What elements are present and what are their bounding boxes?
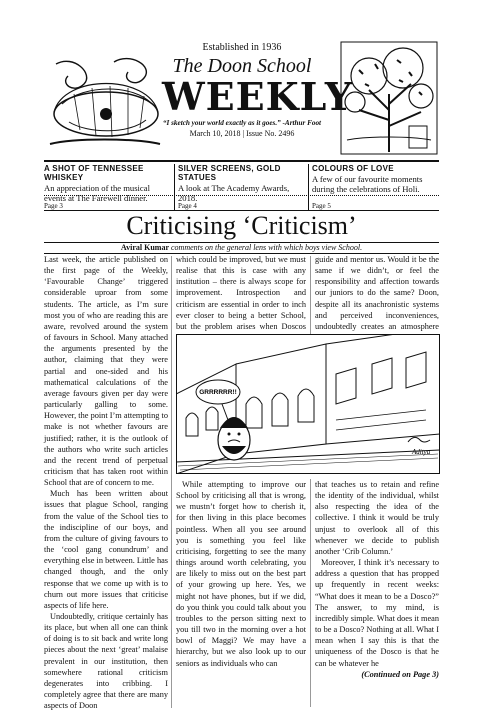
article-column-2 — [176, 254, 306, 334]
byline-text: comments on the general lens with which boys view School. — [169, 243, 363, 252]
article-column-1 — [44, 254, 168, 712]
teaser-page: Page 5 — [312, 202, 331, 210]
motto: “I sketch your world exactly as it goes.” -Arthur Foot — [162, 119, 322, 127]
whiskey-barrel-illustration — [44, 44, 166, 156]
teaser-title: COLOURS OF LOVE — [312, 164, 394, 173]
article-headline: Criticising ‘Criticism’ — [44, 210, 439, 241]
paragraph: Last week, the article published on the first page of the Weekly, ‘Favourable Change’ triggered considerable uproar from some students. The article, as I’m sure most you of who are reading this are aware, revolved around the system of favours in School. Many attached the arguments presented by the author, claiming that they were partial and one-sided and his mathematical calculations of the average favours given per day were particularly galling to some. However, the point I’m attempting to make is not whether favours are justified; rather, it is the outlook of the authors who write such articles and the recent trend of perpetual criticism that has taken root within School that are of concern to me. — [44, 255, 168, 488]
article-column-3-lower — [315, 479, 439, 707]
teaser-title: SILVER SCREENS, GOLD STATUES — [178, 164, 281, 182]
continued-link[interactable]: (Continued on Page 3) — [361, 669, 439, 679]
paragraph: Moreover, I think it’s necessary to address a question that has propped up frequently in recent weeks: “What does it mean to be a Dosco?” The answer, to my mind, is incredibly simple. What does it mean to be a Dosco? Nothing at all. What I mean when I say this is that the uniqueness of the Dosco is that he can be whatever he — [315, 558, 439, 668]
cartoon-signature: Aditya — [412, 448, 431, 456]
masthead — [44, 40, 439, 158]
paper-title: WEEKLY — [162, 74, 354, 119]
teaser-oscars[interactable] — [178, 164, 304, 210]
column-rule — [310, 479, 311, 707]
teaser-title: A SHOT OF TENNESSEE WHISKEY — [44, 164, 144, 182]
byline — [44, 242, 439, 254]
issue-line: March 10, 2018 | Issue No. 2496 — [189, 129, 295, 138]
teaser-page: Page 3 — [44, 202, 63, 210]
paragraph: which could be improved, but we must realise that this is case with any institution – there is always scope for improvement. Introspection and criticism are essential in order to inch ever closer to being a better School, but the problem arises when Doscos — [176, 255, 306, 331]
teaser-text: A look at The Academy Awards, 2018. — [178, 183, 290, 203]
column-rule — [310, 256, 311, 334]
school-name: The Doon School — [172, 55, 312, 77]
teaser-divider — [308, 164, 309, 210]
dotted-rule — [44, 195, 439, 196]
holi-tree-illustration — [339, 40, 439, 156]
paragraph: that teaches us to retain and refine the identity of the individual, whilst also respecting the idea of the collective. I think it would be truly unjust to overlook all of this whenever we decide to publish another ‘Crib Column.’ — [315, 480, 439, 556]
paragraph: Undoubtedly, critique certainly has its place, but when all one can think of doing is to sit back and write long pieces about the next ‘great’ malaise prevalent in our institution, then somewhere rational criticism degenerates into cribbing. I completely agree that there are many aspects of Doon — [44, 612, 168, 711]
paragraph: guide and mentor us. Would it be the same if we didn’t, or feel the responsibility and affection towards our juniors to do the same? Doon, despite all its anachronistic systems and perceived inconveniences, undoubtedly creates an atmosphere — [315, 255, 439, 331]
column-rule — [171, 256, 172, 708]
cartoon-illustration — [176, 334, 440, 474]
teaser-whiskey[interactable] — [44, 164, 170, 210]
article-column-3 — [315, 254, 439, 334]
teaser-text: An appreciation of the musical events at The Farewell dinner. — [44, 183, 150, 203]
established-line: Established in 1936 — [202, 42, 282, 53]
teaser-bar — [44, 160, 439, 210]
article-column-2-lower — [176, 479, 306, 707]
teaser-holi[interactable] — [312, 164, 439, 210]
teaser-divider — [174, 164, 175, 210]
teaser-text: A few of our favourite moments during the celebrations of Holi. — [312, 174, 423, 194]
masthead-center — [162, 40, 354, 138]
paragraph: Much has been written about issues that plague School, ranging from the value of the School ties to the indiscipline of our boys, and from the culture of giving favours to the ‘cool gang conundrum’ and everything else in between. Little has changed though, and the only response that we come up with is to churn out more issues that criticise aspects of life here. — [44, 489, 168, 610]
paragraph: While attempting to improve our School by criticising all that is wrong, we mustn’t forget how to cherish it, for then living in this place becomes pointless. When all you see around you is something you feel like criticising, forgetting to see the many things around worth celebrating, you are likely to miss out on the best part of your growing up here. Yes, we might not have phones, but if we did, do you think you could talk about you troubles to the person sitting next to you till two in the morning over a hot bowl of Maggi? We may have a hierarchy, but we also look up to our seniors as individuals who can — [176, 480, 306, 668]
speech-bubble-text: GRRRRRR!! — [199, 389, 237, 396]
author-name: Aviral Kumar — [120, 243, 169, 252]
teaser-page: Page 4 — [178, 202, 197, 210]
